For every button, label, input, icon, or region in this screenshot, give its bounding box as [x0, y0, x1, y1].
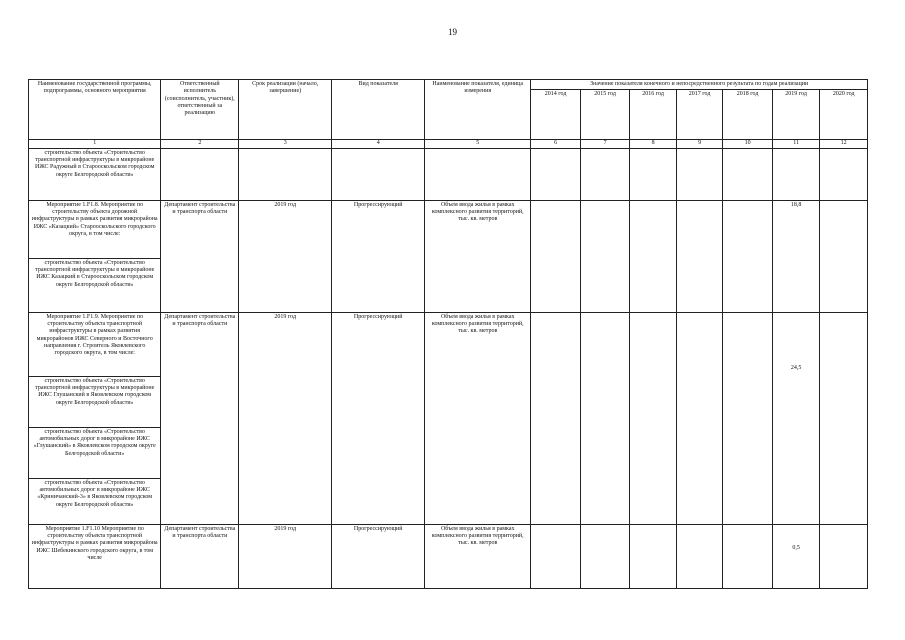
header-name: Наименование государственной программы, подпрограммы, основного мероприятия: [29, 80, 161, 140]
column-number: 10: [723, 140, 773, 148]
row-name: строительство объекта «Строительство транспортной инфраструктуры в микрорайоне ИЖС Радужный в Старооскольском городском округе Белгородской области»: [29, 148, 161, 200]
row-indicator: Объем ввода жилья в рамках комплексного развития территорий, тыс. кв. метров: [425, 312, 531, 524]
row-type: Прогрессирующий: [332, 200, 425, 312]
page-number: 19: [448, 27, 457, 37]
row-executor: Департамент строительства и транспорта области: [161, 312, 239, 524]
column-number: 4: [332, 140, 425, 148]
row-subitem: строительство объекта «Строительство автомобильных дорог в микрорайоне ИЖС «Криничанский-3» в Яковлевском городском округе Белгородской области»: [29, 478, 161, 524]
header-year: 2015 год: [580, 90, 630, 140]
header-year: 2018 год: [723, 90, 773, 140]
header-executor: Ответственный исполнитель (соисполнитель, участник), ответственный за реализацию: [161, 80, 239, 140]
table-row: [29, 148, 868, 200]
row-type: Прогрессирующий: [332, 524, 425, 588]
column-number: 11: [772, 140, 820, 148]
row-name: Мероприятие 1.F1.10 Мероприятие по строительству объекта транспортной инфраструктуры в рамках развития микрорайона ИЖС Шебекинского городского округа, в том числе: [29, 524, 161, 588]
column-number: 2: [161, 140, 239, 148]
row-indicator: Объем ввода жилья в рамках комплексного развития территорий, тыс. кв. метров: [425, 524, 531, 588]
row-subitem: строительство объекта «Строительство транспортной инфраструктуры в микрорайоне ИЖС Глушанский в Яковлевском городском округе Белгородской области»: [29, 376, 161, 427]
row-executor: Департамент строительства и транспорта области: [161, 524, 239, 588]
row-subitem: строительство объекта «Строительство транспортной инфраструктуры в микрорайоне ИЖС Казацкий в Старооскольском городском округе Белгородской области»: [29, 258, 161, 312]
column-number: 1: [29, 140, 161, 148]
header-type: Вид показателя: [332, 80, 425, 140]
row-value-2019: 0,5: [772, 524, 820, 588]
column-number: 7: [580, 140, 630, 148]
row-term: 2019 год: [239, 524, 332, 588]
header-year: 2016 год: [630, 90, 676, 140]
column-number: 6: [531, 140, 581, 148]
header-values-group: Значение показателя конечного и непосредственного результата по годам реализации: [531, 80, 868, 90]
column-number: 9: [676, 140, 722, 148]
table-row: [29, 312, 868, 376]
row-term: 2019 год: [239, 312, 332, 524]
row-subitem: строительство объекта «Строительство автомобильных дорог в микрорайоне ИЖС «Глушанский» в Яковлевском городском округе Белгородской области»: [29, 427, 161, 478]
row-term: 2019 год: [239, 200, 332, 312]
row-name: Мероприятие 1.F1.8. Мероприятие по строительству объекта дорожной инфраструктуры в рамках развития микрорайона ИЖС «Казацкий» Старооскольского городского округа, в том числе:: [29, 200, 161, 258]
row-name: Мероприятие 1.F1.9. Мероприятие по строительству объекта транспортной инфраструктуры в рамках развития микрорайонов ИЖС Северного и Восточного направления г. Строитель Яковлевского городского округа, в том числе:: [29, 312, 161, 376]
indicators-table: [28, 79, 868, 589]
header-term: Срок реализации (начало, завершение): [239, 80, 332, 140]
header-year: 2019 год: [772, 90, 820, 140]
column-numbers-row: [29, 140, 868, 148]
row-value-2019: 24,5: [772, 312, 820, 524]
table-row: [29, 524, 868, 588]
column-number: 12: [820, 140, 868, 148]
table-row: [29, 200, 868, 258]
row-value-2019: 18,8: [772, 200, 820, 312]
column-number: 3: [239, 140, 332, 148]
header-year: 2020 год: [820, 90, 868, 140]
row-type: Прогрессирующий: [332, 312, 425, 524]
row-indicator: Объем ввода жилья в рамках комплексного развития территорий, тыс. кв. метров: [425, 200, 531, 312]
column-number: 8: [630, 140, 676, 148]
row-executor: Департамент строительства и транспорта области: [161, 200, 239, 312]
column-number: 5: [425, 140, 531, 148]
header-indicator: Наименование показателя, единица измерения: [425, 80, 531, 140]
header-year: 2017 год: [676, 90, 722, 140]
header-year: 2014 год: [531, 90, 581, 140]
